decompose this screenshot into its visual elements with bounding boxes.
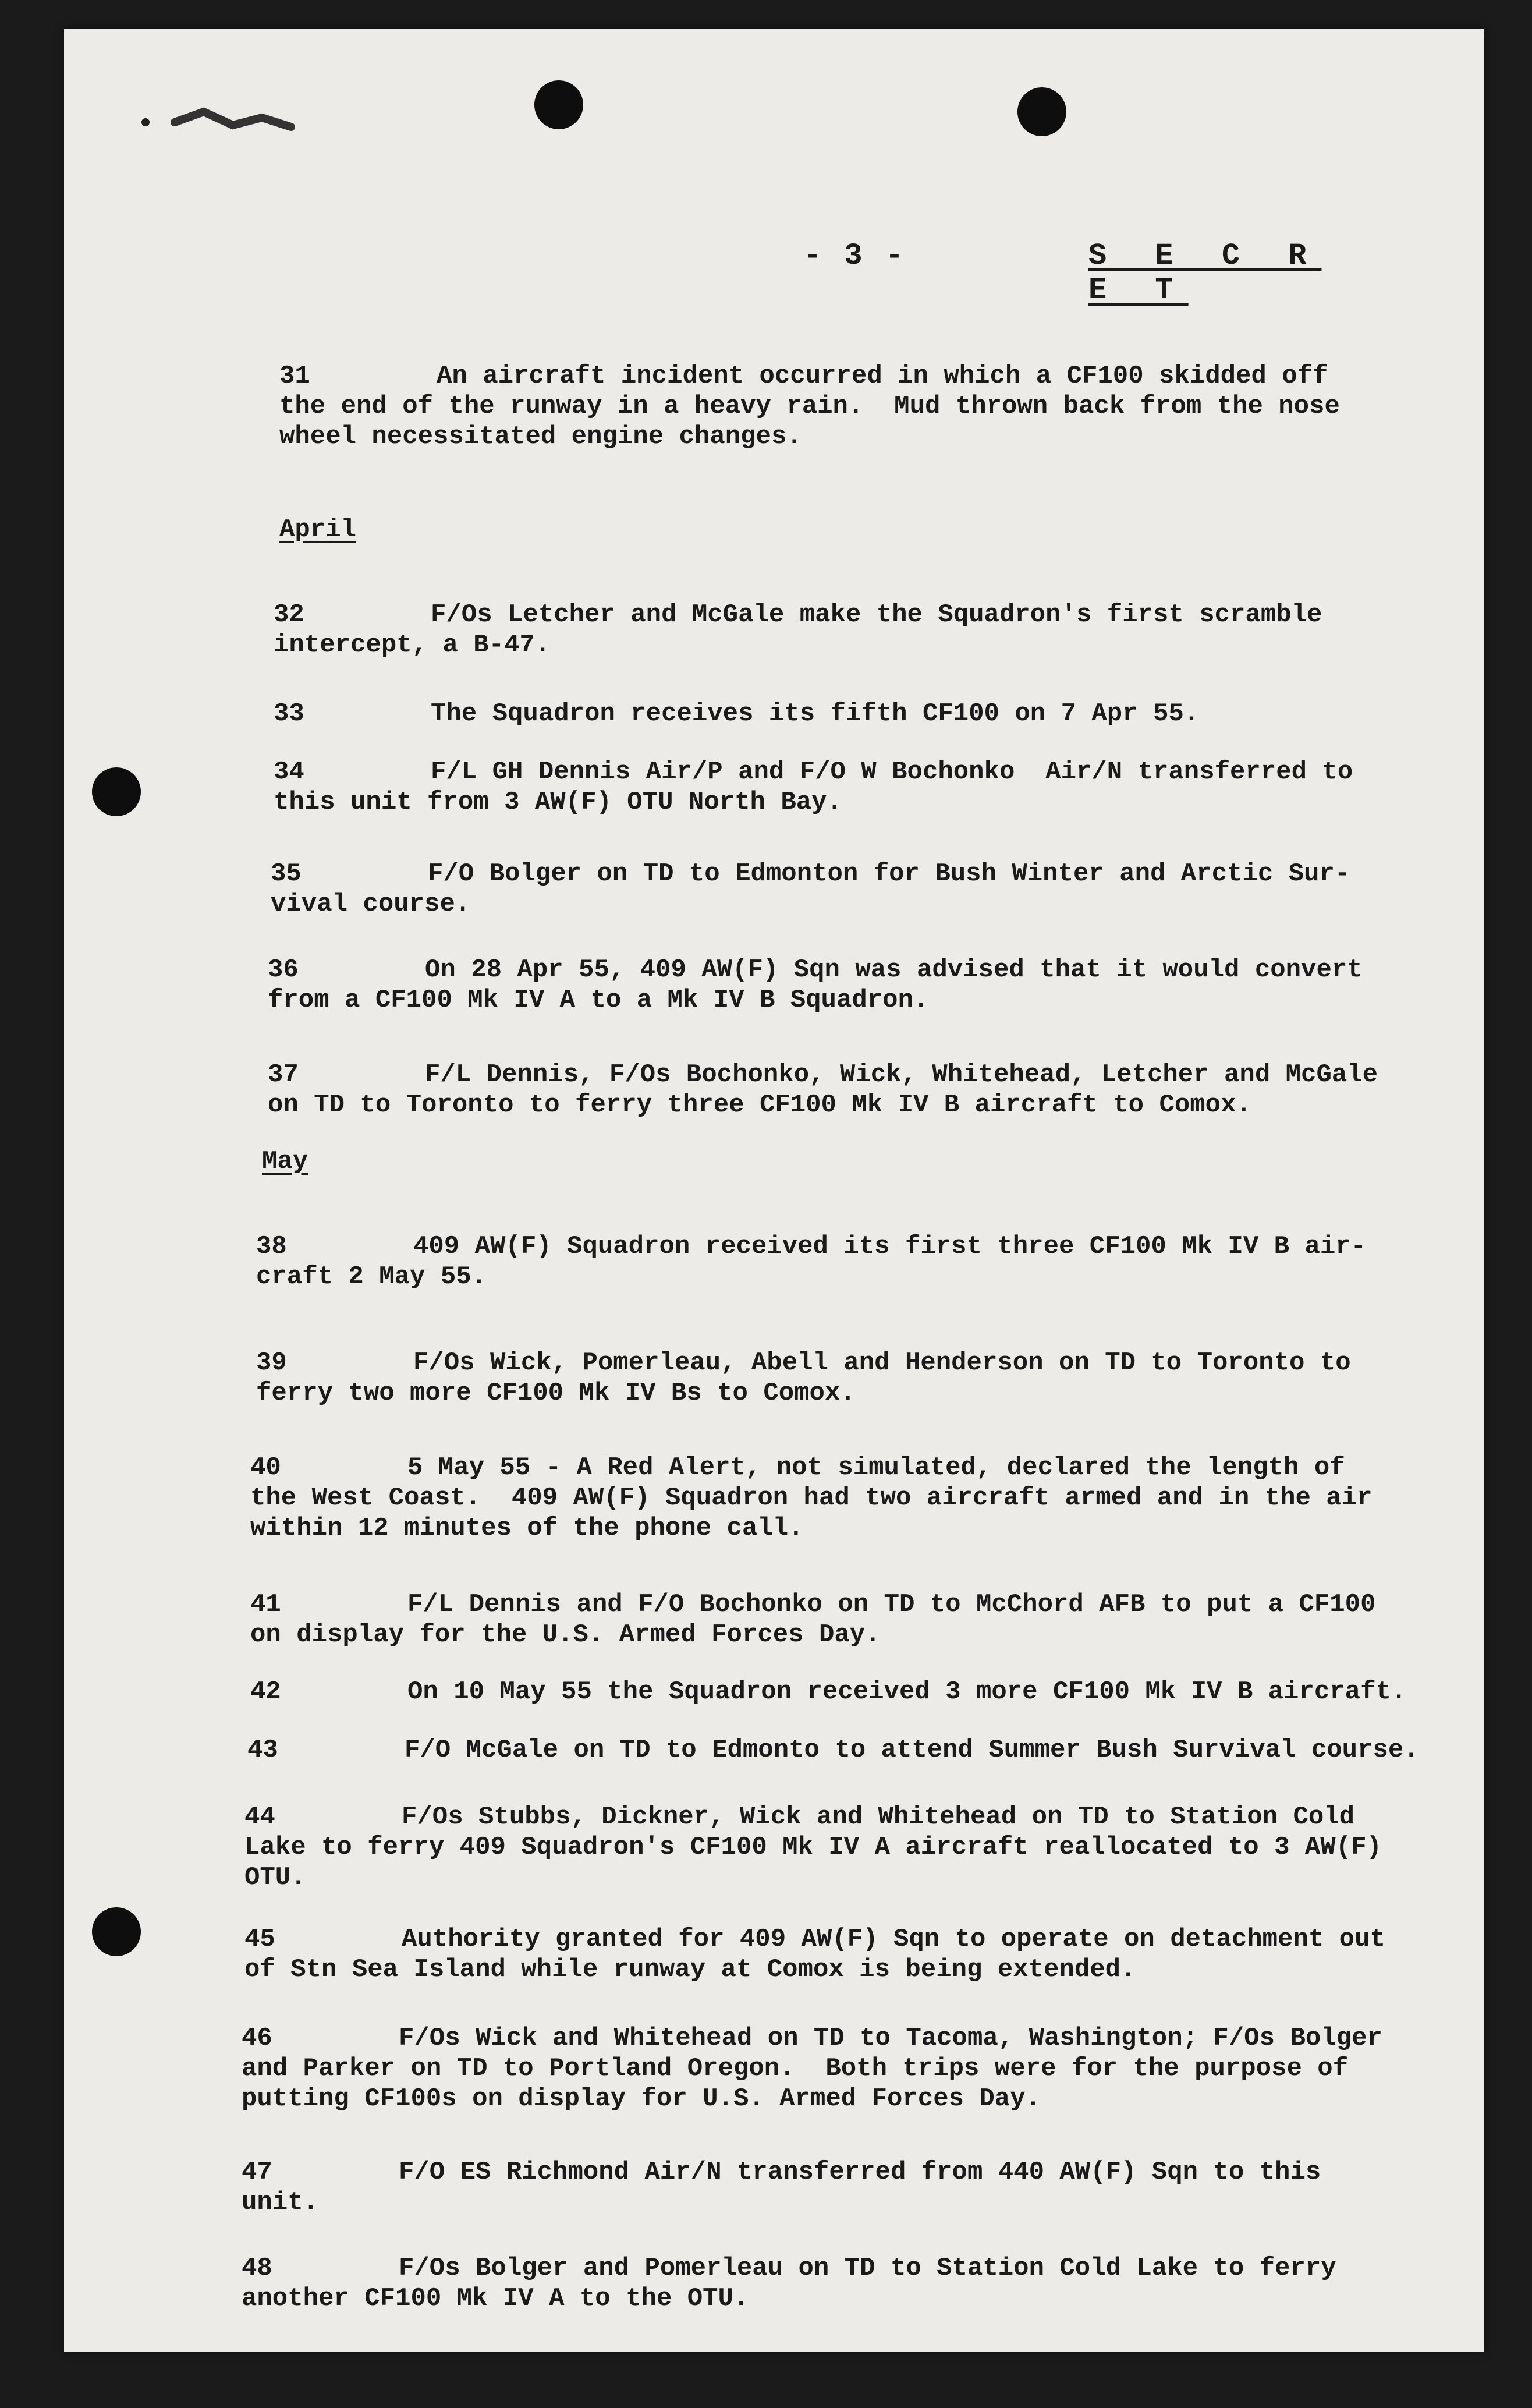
document-page — [64, 29, 1484, 2352]
paragraph-35 — [271, 859, 1377, 919]
paragraph-42 — [250, 1677, 1407, 1707]
section-heading-april: April — [279, 515, 357, 544]
paragraph-line: OTU. — [244, 1863, 306, 1892]
paragraph-31 — [279, 361, 1385, 452]
paragraph-number: 34 — [274, 757, 304, 787]
paragraph-line: another CF100 Mk IV A to the OTU. — [242, 2284, 749, 2313]
paragraph-44 — [244, 1802, 1382, 1893]
paragraph-line: this unit from 3 AW(F) OTU North Bay. — [274, 788, 842, 817]
paragraph-line: F/O Bolger on TD to Edmonton for Bush Winter and Arctic Sur- — [428, 859, 1350, 888]
paragraph-line: 5 May 55 - A Red Alert, not simulated, declared the length of — [407, 1453, 1345, 1482]
paragraph-32 — [274, 600, 1379, 660]
scan-mark — [134, 105, 303, 134]
paragraph-33 — [274, 699, 1379, 729]
paragraph-45 — [244, 1924, 1385, 1985]
paragraph-number: 48 — [242, 2254, 272, 2283]
classification-marking: S E C R E T — [1088, 239, 1322, 307]
paragraph-line: F/Os Wick and Whitehead on TD to Tacoma, Washington; F/Os Bolger — [399, 2024, 1382, 2053]
paragraph-line: F/Os Wick, Pomerleau, Abell and Henderson on TD to Toronto to — [413, 1348, 1351, 1377]
paragraph-number: 32 — [274, 600, 304, 629]
paragraph-number: 45 — [244, 1925, 275, 1954]
paragraph-46 — [242, 2023, 1382, 2114]
paragraph-number: 40 — [250, 1453, 281, 1482]
page-number: - 3 - — [803, 239, 906, 273]
paragraph-number: 42 — [250, 1677, 281, 1706]
paragraph-line: unit. — [242, 2188, 319, 2217]
paragraph-number: 43 — [247, 1736, 278, 1765]
paragraph-line: on TD to Toronto to ferry three CF100 Mk IV B aircraft to Comox. — [268, 1090, 1251, 1120]
paragraph-line: The Squadron receives its fifth CF100 on 7 Apr 55. — [431, 699, 1200, 728]
punch-hole — [92, 1907, 141, 1956]
paragraph-43 — [247, 1735, 1419, 1765]
paragraph-line: from a CF100 Mk IV A to a Mk IV B Squadron. — [268, 986, 929, 1015]
paragraph-line: vival course. — [271, 890, 471, 919]
paragraph-line: of Stn Sea Island while runway at Comox is being extended. — [244, 1955, 1136, 1984]
paragraph-line: On 28 Apr 55, 409 AW(F) Sqn was advised that it would convert — [425, 955, 1363, 985]
paragraph-line: F/Os Stubbs, Dickner, Wick and Whitehead on TD to Station Cold — [402, 1803, 1355, 1832]
paragraph-number: 41 — [250, 1590, 281, 1619]
paragraph-line: on display for the U.S. Armed Forces Day. — [250, 1620, 881, 1649]
paragraph-line: Authority granted for 409 AW(F) Sqn to operate on detachment out — [402, 1925, 1385, 1954]
paragraph-line: the West Coast. 409 AW(F) Squadron had two aircraft armed and in the air — [250, 1483, 1373, 1513]
paragraph-line: putting CF100s on display for U.S. Armed Forces Day. — [242, 2084, 1041, 2113]
paragraph-41 — [250, 1589, 1376, 1650]
paragraph-line: ferry two more CF100 Mk IV Bs to Comox. — [256, 1379, 856, 1408]
punch-hole — [92, 767, 141, 816]
paragraph-line: On 10 May 55 the Squadron received 3 more CF100 Mk IV B aircraft. — [407, 1677, 1407, 1706]
paragraph-47 — [242, 2157, 1347, 2218]
paragraph-line: F/Os Letcher and McGale make the Squadron's first scramble — [431, 600, 1322, 629]
paragraph-number: 38 — [256, 1232, 287, 1261]
paragraph-number: 36 — [268, 955, 299, 985]
paragraph-number: 35 — [271, 859, 302, 888]
paragraph-line: Lake to ferry 409 Squadron's CF100 Mk IV A aircraft reallocated to 3 AW(F) — [244, 1833, 1382, 1862]
punch-hole — [1017, 87, 1066, 136]
paragraph-48 — [242, 2253, 1347, 2314]
paragraph-line: intercept, a B-47. — [274, 631, 551, 660]
paragraph-39 — [256, 1348, 1362, 1408]
paragraph-40 — [250, 1453, 1373, 1543]
paragraph-number: 37 — [268, 1060, 299, 1089]
paragraph-number: 44 — [244, 1803, 275, 1832]
paragraph-37 — [268, 1060, 1378, 1120]
paragraph-number: 39 — [256, 1348, 287, 1377]
paragraph-line: within 12 minutes of the phone call. — [250, 1514, 804, 1543]
paragraph-36 — [268, 955, 1374, 1015]
paragraph-number: 31 — [279, 362, 310, 391]
paragraph-line: F/O ES Richmond Air/N transferred from 440 AW(F) Sqn to this — [399, 2158, 1321, 2187]
paragraph-line: F/L Dennis and F/O Bochonko on TD to McChord AFB to put a CF100 — [407, 1590, 1376, 1619]
paragraph-line: An aircraft incident occurred in which a CF100 skidded off — [437, 362, 1328, 391]
punch-hole — [534, 80, 583, 129]
paragraph-number: 46 — [242, 2024, 272, 2053]
paragraph-line: F/Os Bolger and Pomerleau on TD to Station Cold Lake to ferry — [399, 2254, 1336, 2283]
paragraph-line: F/O McGale on TD to Edmonto to attend Summer Bush Survival course. — [405, 1736, 1419, 1765]
paragraph-38 — [256, 1231, 1367, 1292]
paragraph-number: 47 — [242, 2158, 272, 2187]
paragraph-line: 409 AW(F) Squadron received its first three CF100 Mk IV B air- — [413, 1232, 1367, 1261]
paragraph-line: wheel necessitated engine changes. — [279, 422, 802, 451]
paragraph-34 — [274, 757, 1379, 817]
paragraph-line: craft 2 May 55. — [256, 1262, 487, 1291]
paragraph-number: 33 — [274, 699, 304, 728]
section-heading-may: May — [262, 1147, 308, 1176]
paragraph-line: F/L Dennis, F/Os Bochonko, Wick, Whitehead, Letcher and McGale — [425, 1060, 1378, 1089]
paragraph-line: F/L GH Dennis Air/P and F/O W Bochonko Air/N transferred to — [431, 757, 1353, 787]
paragraph-line: and Parker on TD to Portland Oregon. Both trips were for the purpose of — [242, 2054, 1349, 2083]
paragraph-line: the end of the runway in a heavy rain. Mud thrown back from the nose — [279, 392, 1340, 421]
page-header — [792, 239, 1374, 307]
